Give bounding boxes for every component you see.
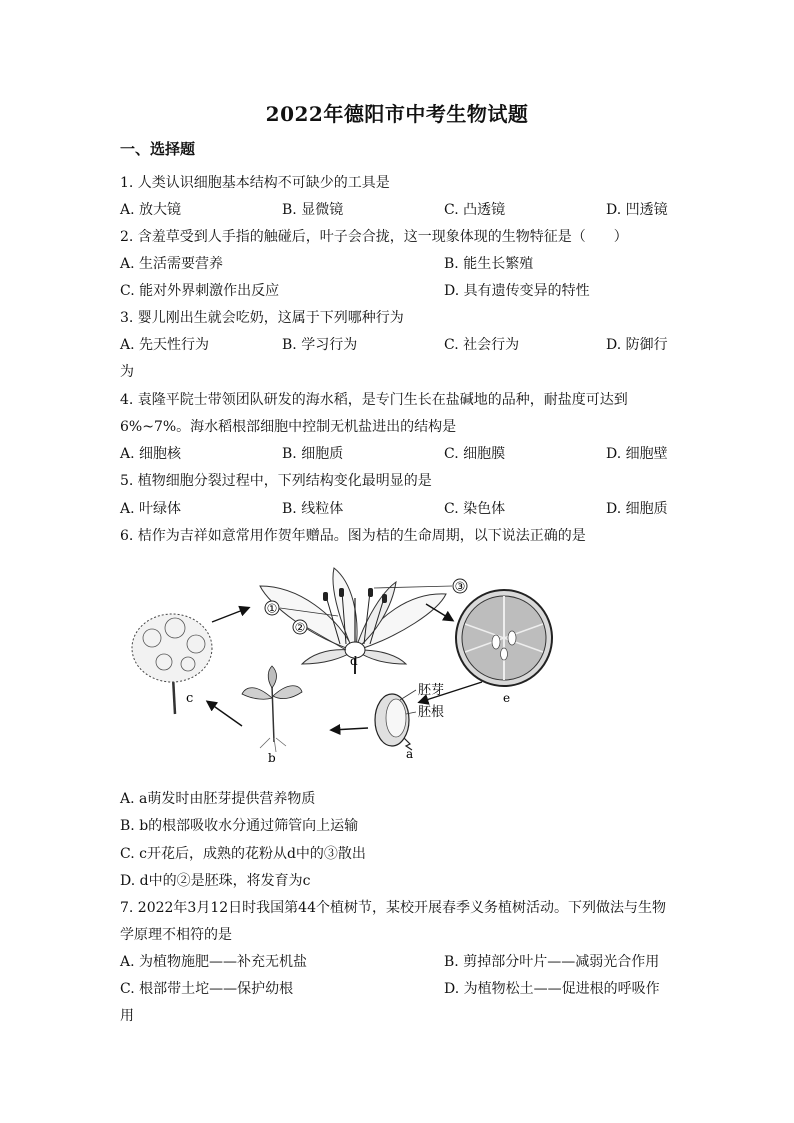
q3-option-d-wrap: 为 <box>120 364 134 380</box>
q5-option-a: A. 叶绿体 <box>120 501 182 517</box>
question-4-stem: 4. 袁隆平院士带领团队研发的海水稻，是专门生长在盐碱地的品种，耐盐度可达到 <box>120 392 628 408</box>
question-7-stem: 7. 2022年3月12日时我国第44个植树节，某校开展春季义务植树活动。下列做法与生物 <box>120 900 666 916</box>
q7-option-d-wrap: 用 <box>120 1008 134 1024</box>
radicle-label: 胚根 <box>418 705 445 720</box>
section-heading: 一、选择题 <box>120 140 196 158</box>
q2-option-b: B. 能生长繁殖 <box>444 256 534 272</box>
question-3-stem: 3. 婴儿刚出生就会吃奶，这属于下列哪种行为 <box>120 310 404 326</box>
label-d: d <box>350 654 358 668</box>
q4-option-b: B. 细胞质 <box>282 446 344 462</box>
label-c: c <box>186 691 194 706</box>
arrow-b-to-c <box>208 702 242 726</box>
question-2-stem: 2. 含羞草受到人手指的触碰后，叶子会合拢，这一现象体现的生物特征是（ ） <box>120 229 628 245</box>
q1-option-d: D. 凹透镜 <box>606 202 668 218</box>
arrow-c-to-d <box>212 608 248 622</box>
arrow-a-to-b <box>332 728 368 730</box>
seed-illustration <box>375 694 412 750</box>
marker-3-leader <box>374 586 452 588</box>
q5-option-c: C. 染色体 <box>444 501 506 517</box>
seedling-illustration <box>242 666 302 752</box>
q5-option-b: B. 线粒体 <box>282 501 344 517</box>
q7-option-b: B. 剪掉部分叶片——减弱光合作用 <box>444 954 660 970</box>
fruit-cross-section-illustration <box>456 590 552 686</box>
q6-option-d: D. d中的②是胚珠，将发育为c <box>120 873 311 889</box>
q6-option-b: B. b的根部吸收水分通过筛管向上运输 <box>120 818 359 834</box>
q5-option-d: D. 细胞质 <box>606 501 668 517</box>
tree-illustration <box>132 614 212 714</box>
question-1-stem: 1. 人类认识细胞基本结构不可缺少的工具是 <box>120 175 390 191</box>
q6-option-c: C. c开花后，成熟的花粉从d中的③散出 <box>120 846 366 862</box>
q6-option-a: A. a萌发时由胚芽提供营养物质 <box>120 791 316 807</box>
q4-option-c: C. 细胞膜 <box>444 446 506 462</box>
label-e: e <box>503 691 511 705</box>
q4-option-a: A. 细胞核 <box>120 446 182 462</box>
q2-option-d: D. 具有遗传变异的特性 <box>444 283 590 299</box>
q2-option-c: C. 能对外界刺激作出反应 <box>120 283 280 299</box>
q7-option-c: C. 根部带土坨——保护幼根 <box>120 981 294 997</box>
q3-option-c: C. 社会行为 <box>444 337 520 353</box>
q3-option-a: A. 先天性行为 <box>120 337 210 353</box>
page-title: 2022年德阳市中考生物试题 <box>265 102 529 126</box>
question-4-stem-cont: 6%~7%。海水稻根部细胞中控制无机盐进出的结构是 <box>120 419 457 435</box>
embryo-bud-label: 胚芽 <box>418 683 445 698</box>
marker-3: ③ <box>454 579 466 594</box>
label-a: a <box>406 747 414 761</box>
question-7-stem-cont: 学原理不相符的是 <box>120 927 232 943</box>
q2-option-a: A. 生活需要营养 <box>120 256 224 272</box>
question-6-stem: 6. 桔作为吉祥如意常用作贺年赠品。图为桔的生命周期，以下说法正确的是 <box>120 528 586 544</box>
marker-1: ① <box>266 601 278 616</box>
embryo-bud-leader <box>400 690 416 700</box>
q3-option-b: B. 学习行为 <box>282 337 358 353</box>
marker-2: ② <box>294 620 306 635</box>
q7-option-a: A. 为植物施肥——补充无机盐 <box>120 954 308 970</box>
q1-option-b: B. 显微镜 <box>282 202 344 218</box>
q4-option-d: D. 细胞壁 <box>606 446 668 462</box>
orange-life-cycle-diagram <box>120 566 680 776</box>
question-5-stem: 5. 植物细胞分裂过程中，下列结构变化最明显的是 <box>120 473 432 489</box>
q7-option-d: D. 为植物松土——促进根的呼吸作 <box>444 981 660 997</box>
label-b: b <box>268 751 276 765</box>
q1-option-a: A. 放大镜 <box>120 202 182 218</box>
q1-option-c: C. 凸透镜 <box>444 202 506 218</box>
q3-option-d: D. 防御行 <box>606 337 668 353</box>
